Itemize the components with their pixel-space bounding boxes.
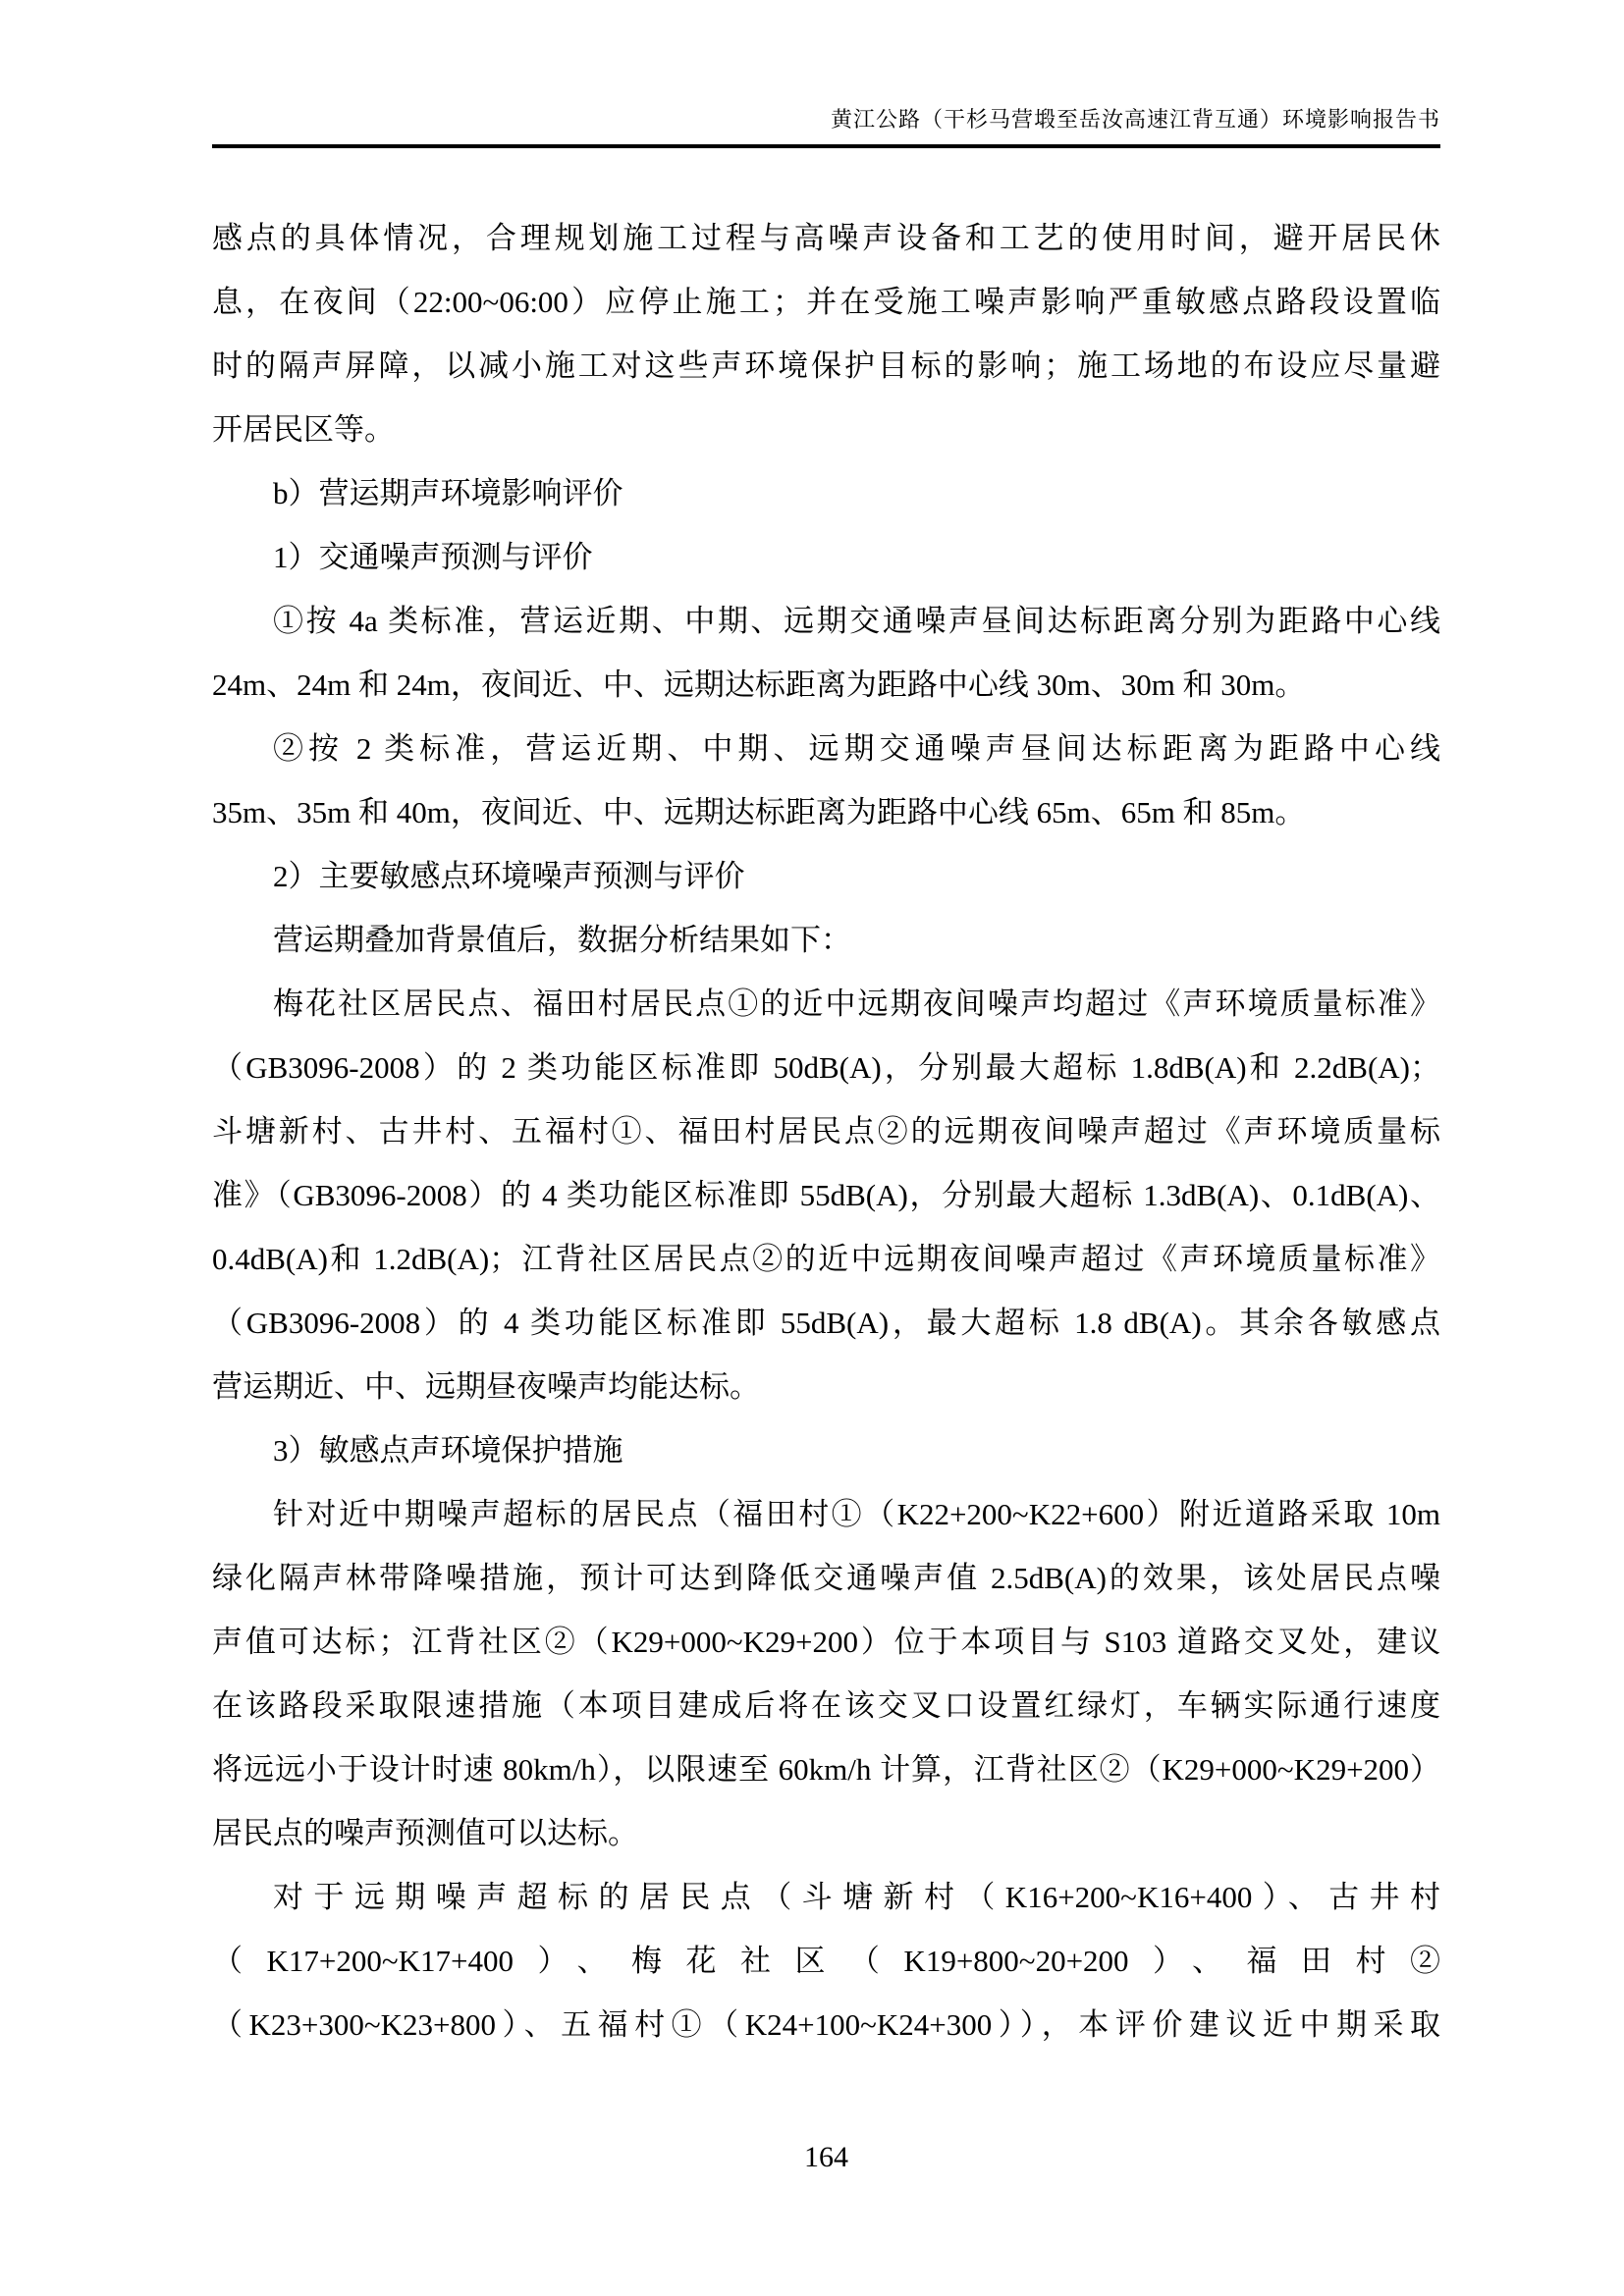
paragraph <box>212 1482 1440 1865</box>
paragraph <box>212 972 1440 1418</box>
document-body <box>212 206 1440 2056</box>
paragraph <box>212 908 1440 972</box>
text-line: 息，在夜间（22:00~06:00）应停止施工；并在受施工噪声影响严重敏感点路段设置临 <box>212 285 1440 319</box>
text-line: 感点的具体情况，合理规划施工过程与高噪声设备和工艺的使用时间，避开居民休 <box>212 221 1440 255</box>
page-header-title: 黄江公路（干杉马营塅至岳汝高速江背互通）环境影响报告书 <box>830 107 1440 132</box>
paragraph <box>212 525 1440 589</box>
text-line: 2）主要敏感点环境噪声预测与评价 <box>273 859 745 893</box>
text-line: 0.4dB(A)和 1.2dB(A)；江背社区居民点②的近中远期夜间噪声超过《声环境质量标准》 <box>212 1242 1440 1276</box>
paragraph <box>212 589 1440 717</box>
text-line: 营运期叠加背景值后，数据分析结果如下： <box>273 923 851 957</box>
text-line: 35m、35m 和 40m，夜间近、中、远期达标距离为距路中心线 65m、65m 和 85m。 <box>212 795 1306 829</box>
page-number: 164 <box>804 2141 848 2173</box>
paragraph <box>212 1418 1440 1482</box>
text-line: （GB3096-2008）的 2 类功能区标准即 50dB(A)，分别最大超标 1.8dB(A)和 2.2dB(A)； <box>212 1050 1440 1085</box>
text-line: 居民点的噪声预测值可以达标。 <box>212 1816 638 1850</box>
text-line: ①按 4a 类标准，营运近期、中期、远期交通噪声昼间达标距离分别为距路中心线 <box>273 604 1440 638</box>
text-line: 对于远期噪声超标的居民点（斗塘新村（K16+200~K16+400）、古井村 <box>273 1880 1440 1914</box>
text-line: 在该路段采取限速措施（本项目建成后将在该交叉口设置红绿灯，车辆实际通行速度 <box>212 1688 1440 1723</box>
text-line: 营运期近、中、远期昼夜噪声均能达标。 <box>212 1369 760 1404</box>
text-line: 24m、24m 和 24m，夜间近、中、远期达标距离为距路中心线 30m、30m 和 30m。 <box>212 667 1306 702</box>
text-line: b）营运期声环境影响评价 <box>273 476 623 510</box>
text-line: 将远远小于设计时速 80km/h），以限速至 60km/h 计算，江背社区②（K29+000~K29+200） <box>212 1752 1440 1787</box>
text-line: 声值可达标；江背社区②（K29+000~K29+200）位于本项目与 S103 道路交叉处，建议 <box>212 1625 1440 1659</box>
paragraph <box>212 461 1440 525</box>
text-line: 梅花社区居民点、福田村居民点①的近中远期夜间噪声均超过《声环境质量标准》 <box>273 987 1440 1021</box>
text-line: 3）敏感点声环境保护措施 <box>273 1433 623 1468</box>
text-line: 1）交通噪声预测与评价 <box>273 540 593 574</box>
text-line: 斗塘新村、古井村、五福村①、福田村居民点②的远期夜间噪声超过《声环境质量标 <box>212 1114 1440 1148</box>
text-line: 准》（GB3096-2008）的 4 类功能区标准即 55dB(A)，分别最大超标 1.3dB(A)、0.1dB(A)、 <box>212 1178 1440 1212</box>
paragraph <box>212 717 1440 844</box>
text-line: 开居民区等。 <box>212 412 395 447</box>
text-line: 绿化隔声林带降噪措施，预计可达到降低交通噪声值 2.5dB(A)的效果，该处居民点噪 <box>212 1561 1440 1595</box>
paragraph <box>212 844 1440 908</box>
text-line: 时的隔声屏障，以减小施工对这些声环境保护目标的影响；施工场地的布设应尽量避 <box>212 348 1440 383</box>
paragraph <box>212 206 1440 461</box>
text-line: （K17+200~K17+400）、梅花社区（K19+800~20+200）、福田村② <box>212 1944 1440 1978</box>
text-line: ②按 2 类标准，营运近期、中期、远期交通噪声昼间达标距离为距路中心线 <box>273 731 1440 766</box>
paragraph <box>212 1865 1440 2056</box>
header-rule <box>212 144 1440 148</box>
text-line: （K23+300~K23+800）、五福村①（K24+100~K24+300）），本评价建议近中期采取 <box>212 2007 1440 2042</box>
text-line: 针对近中期噪声超标的居民点（福田村①（K22+200~K22+600）附近道路采取 10m <box>273 1497 1440 1531</box>
text-line: （GB3096-2008）的 4 类功能区标准即 55dB(A)，最大超标 1.8 dB(A)。其余各敏感点 <box>212 1306 1440 1340</box>
